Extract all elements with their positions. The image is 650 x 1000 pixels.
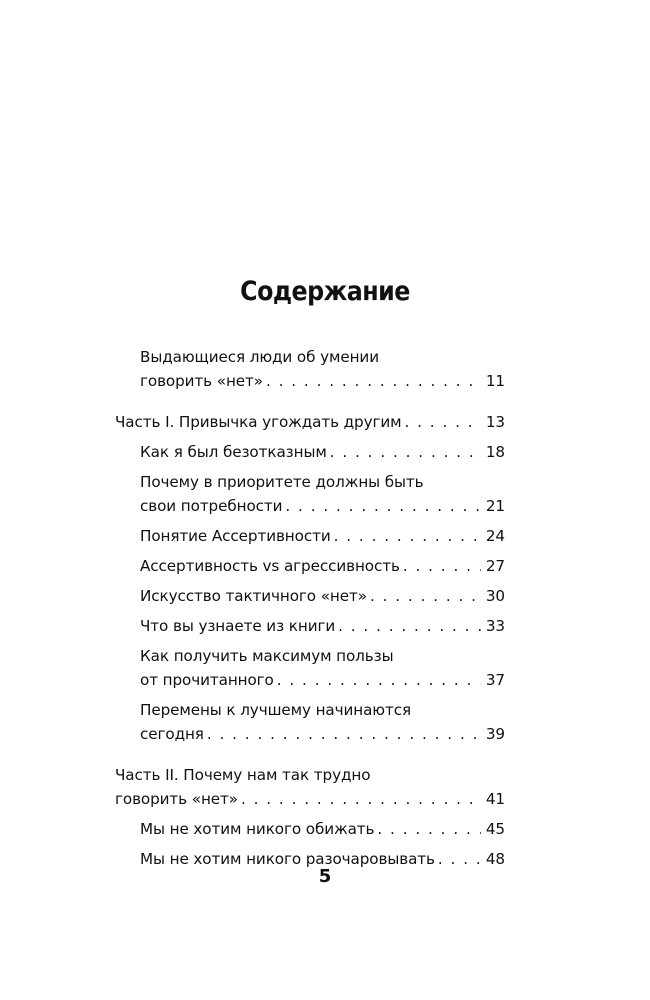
toc-entry[interactable] <box>115 345 505 393</box>
dot-leader <box>370 584 481 608</box>
toc-page-number: 18 <box>485 443 505 461</box>
toc-entry-line: Часть II. Почему нам так трудно <box>115 766 371 784</box>
toc-entry-line: Что вы узнаете из книги <box>140 617 336 635</box>
toc-page-number: 11 <box>485 372 505 390</box>
toc-entry-line: Как я был безотказным <box>140 443 327 461</box>
toc-entry-line: Понятие Ассертивности <box>140 527 331 545</box>
toc-page-number: 33 <box>485 617 505 635</box>
toc-page-number: 24 <box>485 527 505 545</box>
page-number: 5 <box>318 866 332 887</box>
toc-page-number: 41 <box>485 790 505 808</box>
toc-entry-line: сегодня <box>140 725 204 743</box>
toc-entry-line: Часть I. Привычка угождать другим <box>115 413 402 431</box>
toc-entry-line: Ассертивность vs агрессивность <box>140 557 400 575</box>
toc-entry-line: Выдающиеся люди об умении <box>140 348 379 366</box>
toc-entry[interactable] <box>115 554 505 578</box>
toc-page-number: 48 <box>485 850 505 868</box>
dot-leader <box>405 410 482 434</box>
toc-entry[interactable] <box>115 698 505 746</box>
toc-entry-line: Перемены к лучшему начинаются <box>140 701 412 719</box>
toc-entry-line: Искусство тактичного «нет» <box>140 587 367 605</box>
toc-entry[interactable] <box>115 584 505 608</box>
dot-leader <box>338 614 481 638</box>
toc-entry[interactable] <box>115 614 505 638</box>
toc-entry-line: от прочитанного <box>140 671 274 689</box>
dot-leader <box>330 440 481 464</box>
dot-leader <box>241 787 481 811</box>
toc-entry-line: Почему в приоритете должны быть <box>140 473 424 491</box>
toc-entry[interactable] <box>115 817 505 841</box>
toc-page-number: 37 <box>485 671 505 689</box>
toc-entry-line: Мы не хотим никого разочаровывать <box>140 850 435 868</box>
toc-entry[interactable] <box>115 440 505 464</box>
toc-entry-line: Как получить максимум пользы <box>140 647 394 665</box>
dot-leader <box>266 369 481 393</box>
toc-page-number: 27 <box>485 557 505 575</box>
dot-leader <box>377 817 481 841</box>
toc-entry-line: говорить «нет» <box>140 372 263 390</box>
dot-leader <box>285 494 481 518</box>
dot-leader <box>277 668 481 692</box>
toc-title: Содержание <box>240 276 410 307</box>
toc-entry-line: свои потребности <box>140 497 283 515</box>
toc-page-number: 45 <box>485 820 505 838</box>
toc-part-entry[interactable] <box>115 763 505 811</box>
toc-page-number: 13 <box>485 413 505 431</box>
toc-part-entry[interactable] <box>115 410 505 434</box>
dot-leader <box>403 554 481 578</box>
toc-page-number: 30 <box>485 587 505 605</box>
toc-page-number: 39 <box>485 725 505 743</box>
toc-entry-line: говорить «нет» <box>115 790 238 808</box>
dot-leader <box>207 722 481 746</box>
toc-page-number: 21 <box>485 497 505 515</box>
toc-entry-line: Мы не хотим никого обижать <box>140 820 375 838</box>
toc-entry[interactable] <box>115 644 505 692</box>
dot-leader <box>334 524 481 548</box>
toc-entry[interactable] <box>115 470 505 518</box>
table-of-contents <box>115 345 505 871</box>
toc-entry[interactable] <box>115 524 505 548</box>
